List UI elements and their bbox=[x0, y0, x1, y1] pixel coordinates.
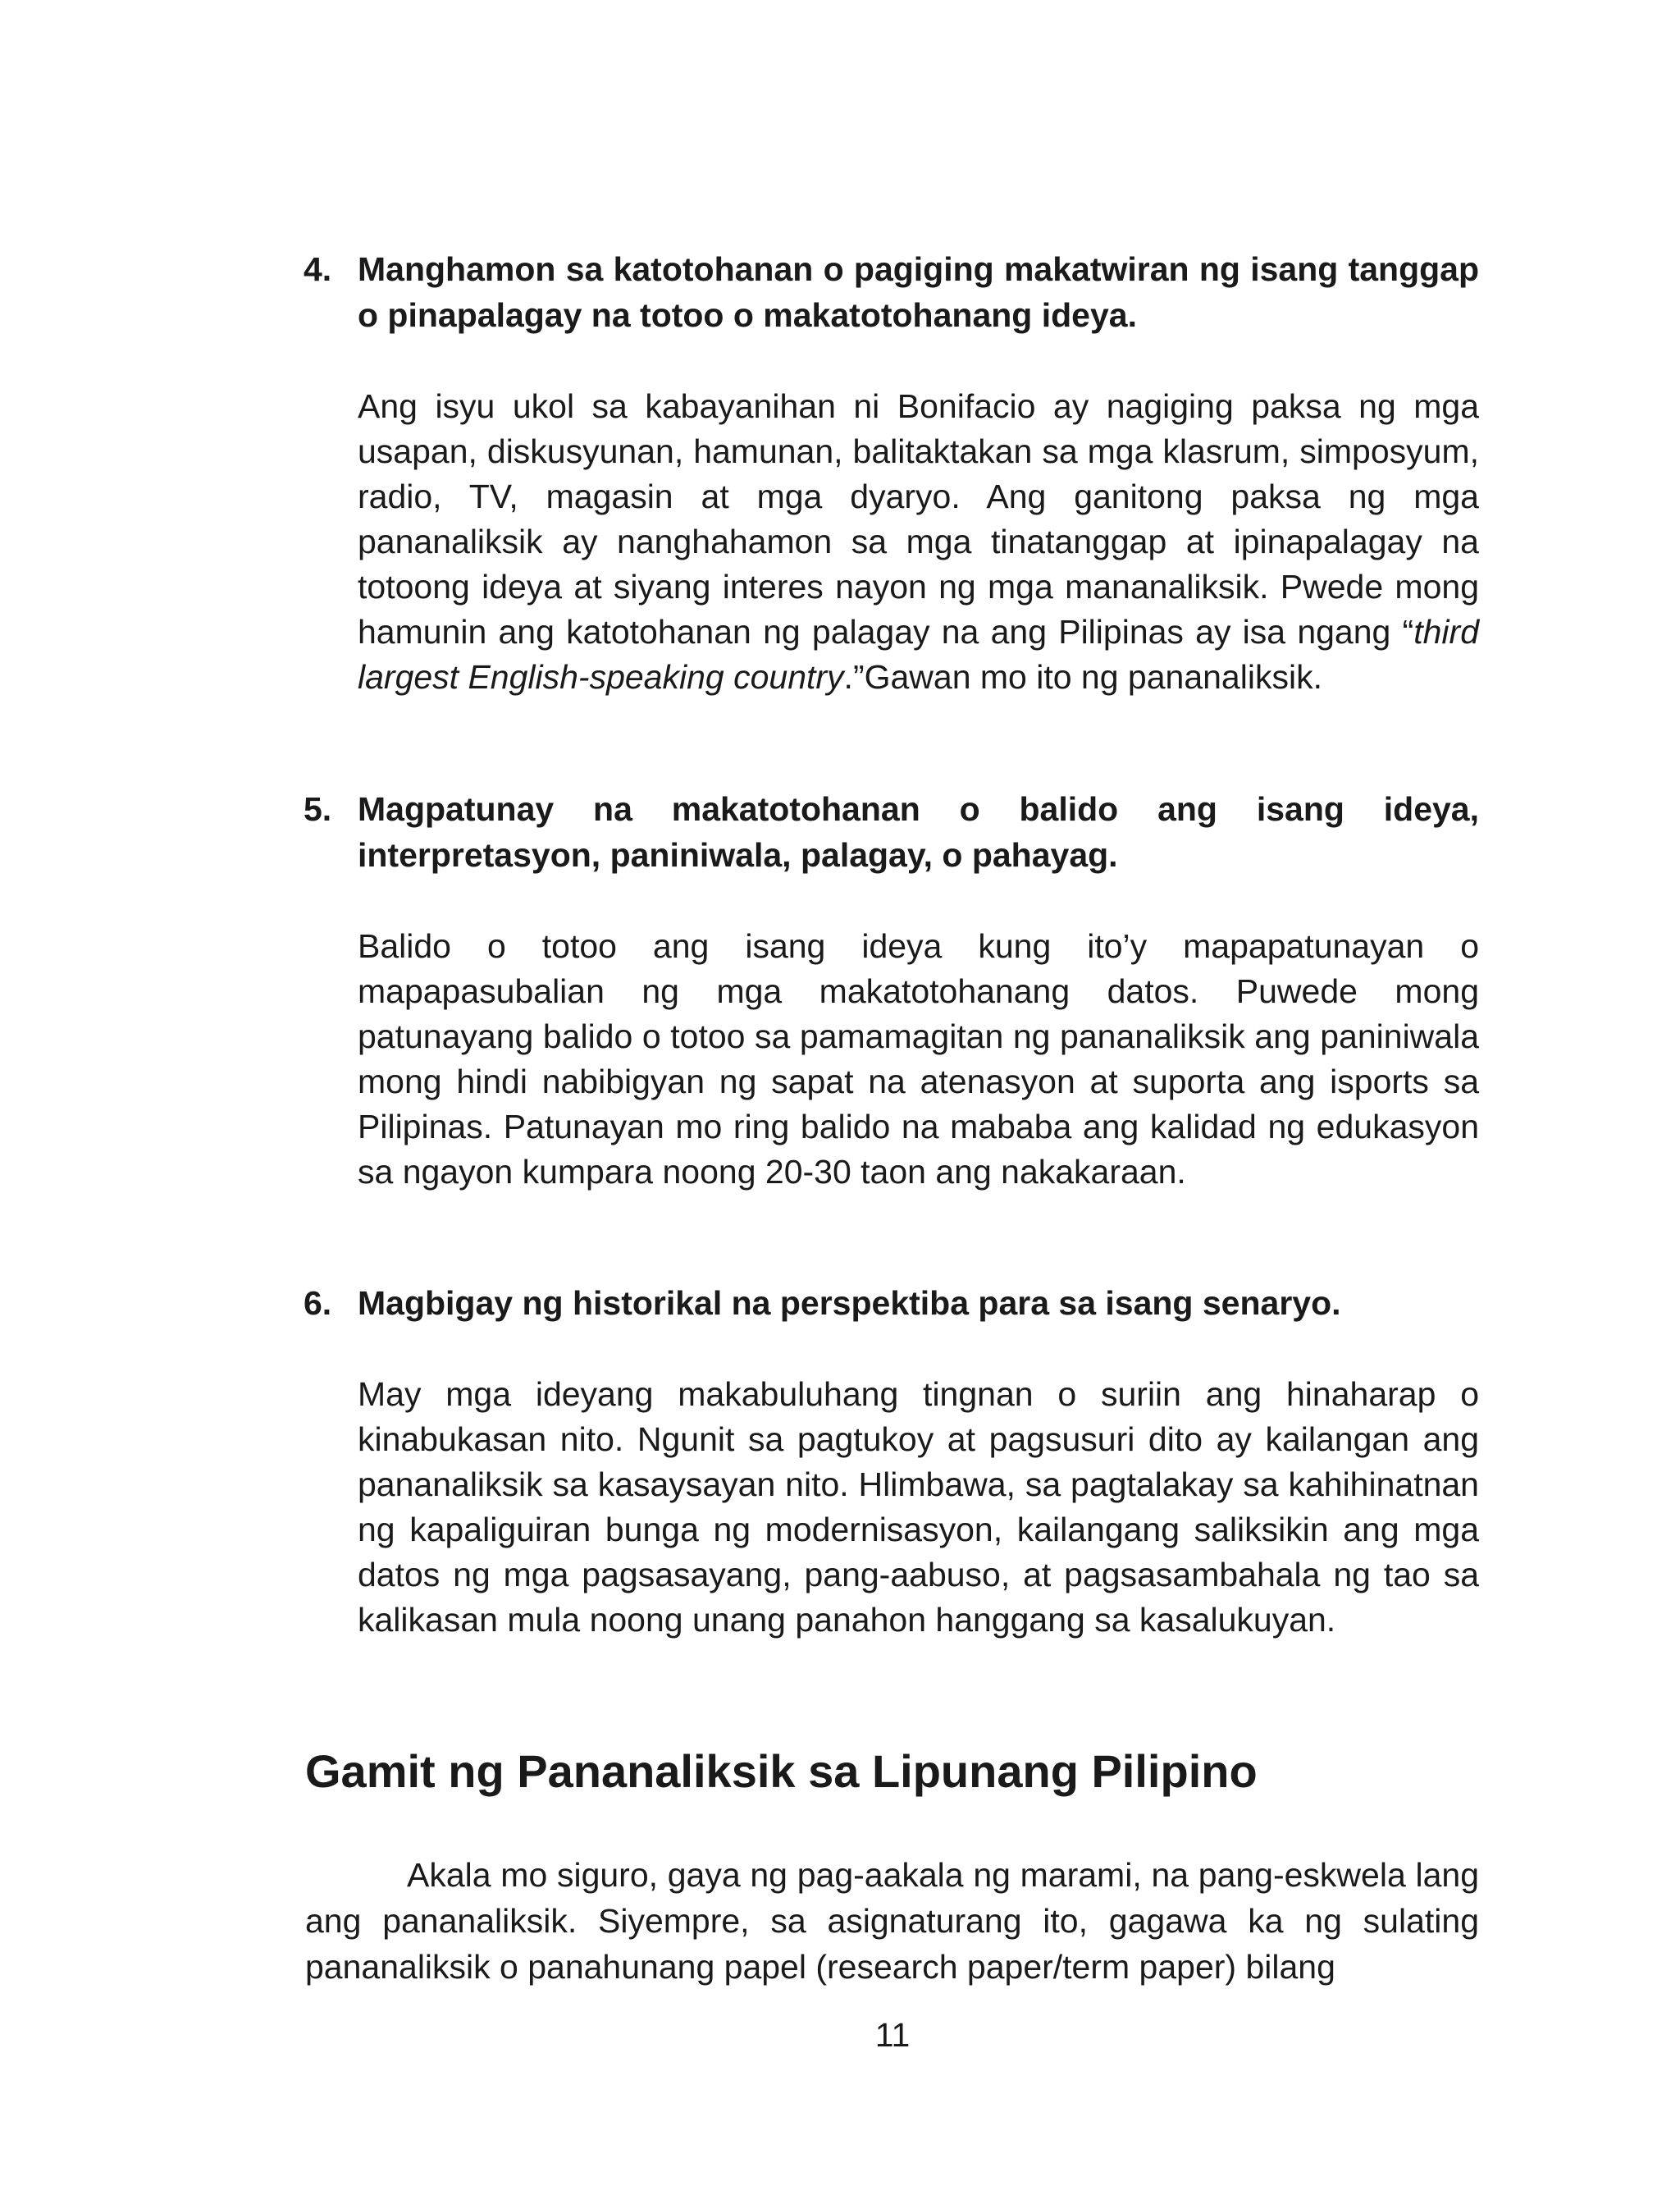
list-item-heading: Magbigay ng historikal na perspektiba para sa isang senaryo. bbox=[358, 1284, 1341, 1322]
body-text-end: .”Gawan mo ito ng pananaliksik. bbox=[843, 658, 1322, 696]
list-item-body bbox=[358, 384, 1479, 700]
list-item-4 bbox=[304, 246, 1479, 700]
list-item-number: 6. bbox=[304, 1284, 332, 1322]
list-item-6 bbox=[304, 1280, 1479, 1643]
body-text: Ang isyu ukol sa kabayanihan ni Bonifacio ay nagiging paksa ng mga usapan, diskusyunan, hamunan, balitaktakan sa mga klasrum, simposyum, radio, TV, magasin at mga dyaryo. Ang ganitong paksa ng mga pananaliksik ay nanghahamon sa mga tinatanggap at ipinapalagay na totoong ideya at siyang interes nayon ng mga mananaliksik. Pwede mong hamunin ang katotohanan ng palagay na ang Pilipinas ay isa ngang “ bbox=[358, 387, 1479, 651]
list-item-5 bbox=[304, 786, 1479, 1195]
page-number: 11 bbox=[874, 2016, 911, 2054]
section-title: Gamit ng Pananaliksik sa Lipunang Pilipino bbox=[305, 1745, 1258, 1797]
list-item-heading: Manghamon sa katotohanan o pagiging makatwiran ng isang tanggap o pinapalagay na totoo o makatotohanang ideya. bbox=[358, 250, 1479, 334]
list-item-number: 4. bbox=[304, 250, 332, 288]
list-item-number: 5. bbox=[304, 790, 332, 828]
list-item-heading: Magpatunay na makatotohanan o balido ang isang ideya, interpretasyon, paniniwala, palagay, o pahayag. bbox=[358, 790, 1479, 874]
section-paragraph: Akala mo siguro, gaya ng pag-aakala ng marami, na pang-eskwela lang ang pananaliksik. Siyempre, sa asignaturang ito, gagawa ka ng sulating pananaliksik o panahunang papel (research paper/term paper) bilang bbox=[305, 1856, 1479, 1986]
list-item-body: Balido o totoo ang isang ideya kung ito’y mapapatunayan o mapapasubalian ng mga makatotohanang datos. Puwede mong patunayang balido o totoo sa pamamagitan ng pananaliksik ang paniniwala mong hindi nabibigyan ng sapat na atenasyon at suporta ang isports sa Pilipinas. Patunayan mo ring balido na mababa ang kalidad ng edukasyon sa ngayon kumpara noong 20-30 taon ang nakakaraan. bbox=[358, 927, 1479, 1191]
list-item-body: May mga ideyang makabuluhang tingnan o suriin ang hinaharap o kinabukasan nito. Ngunit sa pagtukoy at pagsusuri dito ay kailangan ang pananaliksik sa kasaysayan nito. Hlimbawa, sa pagtalakay sa kahihinatnan ng kapaliguiran bunga ng modernisasyon, kailangang saliksikin ang mga datos ng mga pagsasayang, pang-aabuso, at pagsasambahala ng tao sa kalikasan mula noong unang panahon hanggang sa kasalukuyan. bbox=[358, 1375, 1479, 1639]
body-emphasis: third largest English-speaking country bbox=[358, 613, 1479, 696]
